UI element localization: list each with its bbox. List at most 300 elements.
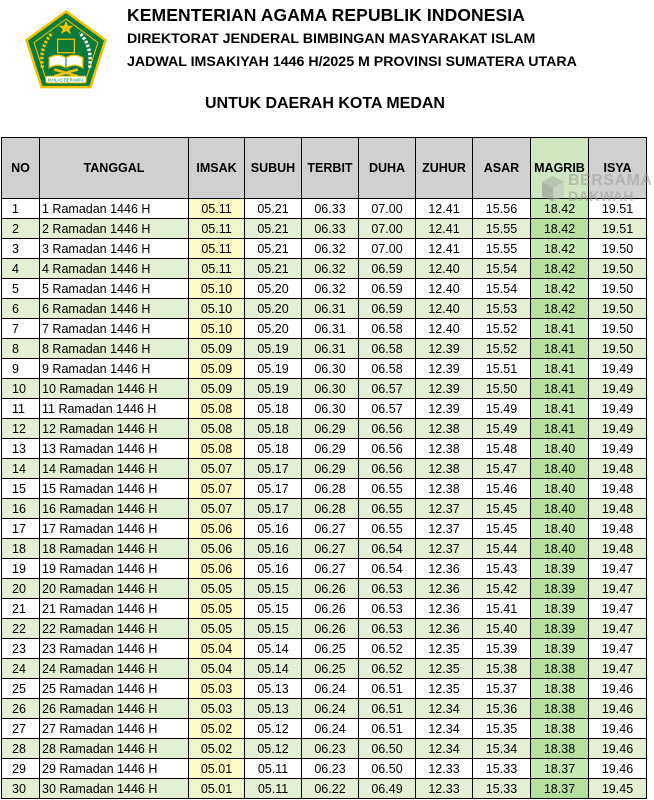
cell-tanggal: 19 Ramadan 1446 H (40, 559, 189, 579)
imsakiyah-table (1, 137, 647, 799)
table-row (2, 319, 647, 339)
cell-no: 2 (2, 219, 40, 239)
cell-isya: 19.47 (589, 579, 647, 599)
cell-subuh: 05.18 (245, 399, 302, 419)
cell-imsak: 05.10 (189, 319, 245, 339)
cell-magrib: 18.40 (531, 459, 589, 479)
cell-isya: 19.48 (589, 479, 647, 499)
cell-magrib: 18.39 (531, 599, 589, 619)
cell-zuhur: 12.39 (416, 399, 473, 419)
table-row (2, 559, 647, 579)
table-row (2, 699, 647, 719)
cell-tanggal: 4 Ramadan 1446 H (40, 259, 189, 279)
cell-no: 1 (2, 199, 40, 219)
cell-asar: 15.33 (473, 759, 531, 779)
ministry-title: KEMENTERIAN AGAMA REPUBLIK INDONESIA (127, 5, 526, 25)
table-row (2, 599, 647, 619)
cell-terbit: 06.26 (302, 579, 359, 599)
cell-asar: 15.40 (473, 619, 531, 639)
cell-terbit: 06.26 (302, 599, 359, 619)
cell-subuh: 05.16 (245, 539, 302, 559)
cell-subuh: 05.21 (245, 239, 302, 259)
cell-duha: 06.50 (359, 759, 416, 779)
cell-tanggal: 9 Ramadan 1446 H (40, 359, 189, 379)
table-row (2, 519, 647, 539)
cell-no: 16 (2, 499, 40, 519)
cell-duha: 06.54 (359, 559, 416, 579)
cell-terbit: 06.32 (302, 259, 359, 279)
cell-terbit: 06.29 (302, 439, 359, 459)
cell-no: 22 (2, 619, 40, 639)
col-header-no: NO (2, 138, 40, 199)
table-row (2, 219, 647, 239)
cell-asar: 15.36 (473, 699, 531, 719)
cell-no: 18 (2, 539, 40, 559)
cell-duha: 06.59 (359, 259, 416, 279)
cell-terbit: 06.31 (302, 319, 359, 339)
col-header-duha: DUHA (359, 138, 416, 199)
cell-tanggal: 17 Ramadan 1446 H (40, 519, 189, 539)
cell-magrib: 18.41 (531, 359, 589, 379)
cell-magrib: 18.40 (531, 499, 589, 519)
cell-imsak: 05.08 (189, 399, 245, 419)
cell-no: 14 (2, 459, 40, 479)
cell-terbit: 06.23 (302, 739, 359, 759)
cell-imsak: 05.02 (189, 719, 245, 739)
cell-terbit: 06.24 (302, 719, 359, 739)
cell-terbit: 06.27 (302, 559, 359, 579)
cell-asar: 15.38 (473, 659, 531, 679)
cell-magrib: 18.39 (531, 619, 589, 639)
cell-tanggal: 30 Ramadan 1446 H (40, 779, 189, 799)
cell-tanggal: 5 Ramadan 1446 H (40, 279, 189, 299)
cell-no: 9 (2, 359, 40, 379)
cell-imsak: 05.07 (189, 479, 245, 499)
cell-terbit: 06.31 (302, 299, 359, 319)
cell-imsak: 05.07 (189, 499, 245, 519)
cell-no: 10 (2, 379, 40, 399)
cell-zuhur: 12.35 (416, 679, 473, 699)
cell-asar: 15.46 (473, 479, 531, 499)
cell-tanggal: 29 Ramadan 1446 H (40, 759, 189, 779)
cell-tanggal: 22 Ramadan 1446 H (40, 619, 189, 639)
cell-duha: 06.56 (359, 459, 416, 479)
cell-isya: 19.48 (589, 499, 647, 519)
table-header-row (2, 138, 647, 199)
table-row (2, 679, 647, 699)
cell-no: 4 (2, 259, 40, 279)
cell-imsak: 05.10 (189, 279, 245, 299)
cell-no: 7 (2, 319, 40, 339)
cell-isya: 19.50 (589, 319, 647, 339)
cell-no: 24 (2, 659, 40, 679)
cell-duha: 06.59 (359, 279, 416, 299)
cell-duha: 06.56 (359, 439, 416, 459)
cell-magrib: 18.40 (531, 519, 589, 539)
cell-isya: 19.47 (589, 599, 647, 619)
table-row (2, 539, 647, 559)
cell-subuh: 05.17 (245, 499, 302, 519)
cell-imsak: 05.04 (189, 639, 245, 659)
cell-tanggal: 13 Ramadan 1446 H (40, 439, 189, 459)
cell-terbit: 06.29 (302, 419, 359, 439)
cell-tanggal: 18 Ramadan 1446 H (40, 539, 189, 559)
cell-zuhur: 12.40 (416, 319, 473, 339)
cell-isya: 19.47 (589, 659, 647, 679)
cell-subuh: 05.13 (245, 679, 302, 699)
cell-duha: 06.55 (359, 479, 416, 499)
cell-subuh: 05.15 (245, 579, 302, 599)
cell-isya: 19.46 (589, 739, 647, 759)
cell-imsak: 05.08 (189, 439, 245, 459)
table-row (2, 639, 647, 659)
cell-tanggal: 15 Ramadan 1446 H (40, 479, 189, 499)
cell-magrib: 18.41 (531, 379, 589, 399)
cell-subuh: 05.21 (245, 199, 302, 219)
cell-duha: 06.58 (359, 359, 416, 379)
cell-isya: 19.49 (589, 419, 647, 439)
cell-asar: 15.44 (473, 539, 531, 559)
cell-terbit: 06.28 (302, 499, 359, 519)
cell-subuh: 05.19 (245, 379, 302, 399)
cell-asar: 15.47 (473, 459, 531, 479)
cell-terbit: 06.25 (302, 639, 359, 659)
cell-tanggal: 12 Ramadan 1446 H (40, 419, 189, 439)
cell-tanggal: 6 Ramadan 1446 H (40, 299, 189, 319)
cell-asar: 15.55 (473, 239, 531, 259)
cell-imsak: 05.11 (189, 199, 245, 219)
cell-duha: 07.00 (359, 199, 416, 219)
cell-zuhur: 12.38 (416, 479, 473, 499)
cell-subuh: 05.13 (245, 699, 302, 719)
cell-magrib: 18.40 (531, 479, 589, 499)
cell-subuh: 05.14 (245, 659, 302, 679)
col-header-terbit: TERBIT (302, 138, 359, 199)
cell-imsak: 05.11 (189, 259, 245, 279)
cell-asar: 15.56 (473, 199, 531, 219)
cell-imsak: 05.05 (189, 619, 245, 639)
cell-no: 29 (2, 759, 40, 779)
cell-asar: 15.54 (473, 259, 531, 279)
cell-imsak: 05.03 (189, 679, 245, 699)
cell-imsak: 05.01 (189, 779, 245, 799)
cell-zuhur: 12.38 (416, 459, 473, 479)
cell-tanggal: 25 Ramadan 1446 H (40, 679, 189, 699)
cell-isya: 19.48 (589, 519, 647, 539)
cell-duha: 06.52 (359, 659, 416, 679)
cell-imsak: 05.09 (189, 339, 245, 359)
cell-asar: 15.41 (473, 599, 531, 619)
cell-duha: 06.57 (359, 379, 416, 399)
cell-tanggal: 10 Ramadan 1446 H (40, 379, 189, 399)
cell-magrib: 18.42 (531, 239, 589, 259)
cell-tanggal: 11 Ramadan 1446 H (40, 399, 189, 419)
cell-asar: 15.52 (473, 339, 531, 359)
cell-magrib: 18.42 (531, 219, 589, 239)
cell-tanggal: 16 Ramadan 1446 H (40, 499, 189, 519)
cell-zuhur: 12.40 (416, 299, 473, 319)
cell-asar: 15.48 (473, 439, 531, 459)
cell-terbit: 06.30 (302, 379, 359, 399)
cell-magrib: 18.40 (531, 539, 589, 559)
cell-terbit: 06.24 (302, 699, 359, 719)
cell-duha: 06.55 (359, 499, 416, 519)
cell-no: 5 (2, 279, 40, 299)
table-row (2, 579, 647, 599)
cell-duha: 06.53 (359, 579, 416, 599)
cell-subuh: 05.20 (245, 279, 302, 299)
cell-no: 27 (2, 719, 40, 739)
cell-terbit: 06.25 (302, 659, 359, 679)
cell-asar: 15.45 (473, 499, 531, 519)
cell-imsak: 05.04 (189, 659, 245, 679)
table-row (2, 359, 647, 379)
cell-terbit: 06.30 (302, 359, 359, 379)
cell-no: 3 (2, 239, 40, 259)
cell-zuhur: 12.37 (416, 519, 473, 539)
cell-subuh: 05.17 (245, 479, 302, 499)
cell-subuh: 05.20 (245, 299, 302, 319)
cell-subuh: 05.14 (245, 639, 302, 659)
cell-subuh: 05.15 (245, 619, 302, 639)
cell-zuhur: 12.34 (416, 699, 473, 719)
cell-imsak: 05.11 (189, 219, 245, 239)
cell-terbit: 06.28 (302, 479, 359, 499)
cell-no: 17 (2, 519, 40, 539)
cell-asar: 15.42 (473, 579, 531, 599)
col-header-zuhur: ZUHUR (416, 138, 473, 199)
cell-imsak: 05.11 (189, 239, 245, 259)
cell-terbit: 06.31 (302, 339, 359, 359)
cell-isya: 19.47 (589, 639, 647, 659)
cell-asar: 15.53 (473, 299, 531, 319)
cell-isya: 19.49 (589, 379, 647, 399)
cell-tanggal: 14 Ramadan 1446 H (40, 459, 189, 479)
cell-magrib: 18.38 (531, 699, 589, 719)
cell-zuhur: 12.35 (416, 639, 473, 659)
col-header-magrib: MAGRIB (531, 138, 589, 199)
cell-asar: 15.43 (473, 559, 531, 579)
cell-duha: 06.49 (359, 779, 416, 799)
directorate-title: DIREKTORAT JENDERAL BIMBINGAN MASYARAKAT ISLAM (127, 31, 536, 47)
cell-asar: 15.51 (473, 359, 531, 379)
cell-magrib: 18.38 (531, 719, 589, 739)
cell-asar: 15.34 (473, 739, 531, 759)
cell-zuhur: 12.41 (416, 239, 473, 259)
cell-terbit: 06.33 (302, 219, 359, 239)
cell-subuh: 05.21 (245, 259, 302, 279)
cell-subuh: 05.19 (245, 359, 302, 379)
cell-terbit: 06.26 (302, 619, 359, 639)
cell-magrib: 18.41 (531, 419, 589, 439)
cell-no: 11 (2, 399, 40, 419)
cell-subuh: 05.16 (245, 519, 302, 539)
cell-magrib: 18.42 (531, 259, 589, 279)
cell-duha: 06.50 (359, 739, 416, 759)
cell-zuhur: 12.40 (416, 279, 473, 299)
table-row (2, 399, 647, 419)
cell-zuhur: 12.33 (416, 759, 473, 779)
cell-zuhur: 12.36 (416, 559, 473, 579)
cell-subuh: 05.21 (245, 219, 302, 239)
cell-isya: 19.46 (589, 759, 647, 779)
cell-tanggal: 21 Ramadan 1446 H (40, 599, 189, 619)
cell-magrib: 18.41 (531, 399, 589, 419)
table-row (2, 299, 647, 319)
cell-terbit: 06.24 (302, 679, 359, 699)
cell-terbit: 06.23 (302, 759, 359, 779)
cell-terbit: 06.22 (302, 779, 359, 799)
cell-isya: 19.45 (589, 779, 647, 799)
cell-no: 8 (2, 339, 40, 359)
col-header-tanggal: TANGGAL (40, 138, 189, 199)
watermark-line1: BERSAMA (568, 172, 653, 189)
cell-imsak: 05.02 (189, 739, 245, 759)
cell-zuhur: 12.34 (416, 719, 473, 739)
cell-terbit: 06.32 (302, 279, 359, 299)
cell-subuh: 05.17 (245, 459, 302, 479)
cell-duha: 06.53 (359, 619, 416, 639)
table-row (2, 479, 647, 499)
cell-imsak: 05.10 (189, 299, 245, 319)
table-row (2, 759, 647, 779)
cell-duha: 06.54 (359, 539, 416, 559)
cell-subuh: 05.11 (245, 779, 302, 799)
cell-asar: 15.35 (473, 719, 531, 739)
cell-no: 26 (2, 699, 40, 719)
cell-duha: 07.00 (359, 239, 416, 259)
cell-subuh: 05.18 (245, 439, 302, 459)
table-row (2, 619, 647, 639)
col-header-subuh: SUBUH (245, 138, 302, 199)
cell-magrib: 18.42 (531, 299, 589, 319)
cell-isya: 19.48 (589, 539, 647, 559)
cell-magrib: 18.39 (531, 639, 589, 659)
cell-subuh: 05.20 (245, 319, 302, 339)
cell-no: 20 (2, 579, 40, 599)
cell-zuhur: 12.41 (416, 219, 473, 239)
cell-no: 13 (2, 439, 40, 459)
schedule-title: JADWAL IMSAKIYAH 1446 H/2025 M PROVINSI SUMATERA UTARA (127, 54, 577, 70)
col-header-asar: ASAR (473, 138, 531, 199)
cell-asar: 15.55 (473, 219, 531, 239)
cell-no: 15 (2, 479, 40, 499)
cell-imsak: 05.08 (189, 419, 245, 439)
cell-tanggal: 8 Ramadan 1446 H (40, 339, 189, 359)
cell-subuh: 05.18 (245, 419, 302, 439)
cell-duha: 06.51 (359, 679, 416, 699)
cell-zuhur: 12.38 (416, 419, 473, 439)
cell-isya: 19.50 (589, 299, 647, 319)
cell-isya: 19.51 (589, 219, 647, 239)
cell-magrib: 18.37 (531, 779, 589, 799)
kemenag-logo-icon (24, 9, 108, 93)
cell-isya: 19.49 (589, 439, 647, 459)
cell-isya: 19.51 (589, 199, 647, 219)
cell-duha: 06.58 (359, 319, 416, 339)
cell-tanggal: 24 Ramadan 1446 H (40, 659, 189, 679)
cell-terbit: 06.27 (302, 519, 359, 539)
cell-imsak: 05.06 (189, 539, 245, 559)
cell-terbit: 06.27 (302, 539, 359, 559)
cell-magrib: 18.42 (531, 199, 589, 219)
cell-magrib: 18.38 (531, 659, 589, 679)
cell-duha: 06.52 (359, 639, 416, 659)
cell-terbit: 06.32 (302, 239, 359, 259)
table-row (2, 459, 647, 479)
cell-imsak: 05.06 (189, 559, 245, 579)
table-row (2, 419, 647, 439)
cell-terbit: 06.30 (302, 399, 359, 419)
cell-asar: 15.49 (473, 419, 531, 439)
cell-asar: 15.49 (473, 399, 531, 419)
cell-isya: 19.50 (589, 259, 647, 279)
cell-magrib: 18.38 (531, 739, 589, 759)
cell-zuhur: 12.41 (416, 199, 473, 219)
cell-no: 28 (2, 739, 40, 759)
cell-isya: 19.47 (589, 619, 647, 639)
cell-isya: 19.49 (589, 399, 647, 419)
table-row (2, 499, 647, 519)
cell-zuhur: 12.36 (416, 619, 473, 639)
cell-isya: 19.50 (589, 239, 647, 259)
cell-zuhur: 12.39 (416, 359, 473, 379)
cell-zuhur: 12.36 (416, 599, 473, 619)
cell-tanggal: 28 Ramadan 1446 H (40, 739, 189, 759)
cell-tanggal: 1 Ramadan 1446 H (40, 199, 189, 219)
table-row (2, 779, 647, 799)
cell-imsak: 05.05 (189, 599, 245, 619)
table-row (2, 199, 647, 219)
cell-duha: 06.57 (359, 399, 416, 419)
region-title: UNTUK DAERAH KOTA MEDAN (205, 95, 445, 112)
cell-tanggal: 2 Ramadan 1446 H (40, 219, 189, 239)
cell-duha: 06.51 (359, 719, 416, 739)
cell-zuhur: 12.37 (416, 539, 473, 559)
cell-zuhur: 12.33 (416, 779, 473, 799)
svg-text:IKHLAS BERAMAL: IKHLAS BERAMAL (47, 77, 85, 83)
cell-isya: 19.46 (589, 699, 647, 719)
cell-duha: 06.53 (359, 599, 416, 619)
table-body (2, 199, 647, 799)
cell-tanggal: 27 Ramadan 1446 H (40, 719, 189, 739)
cell-magrib: 18.41 (531, 319, 589, 339)
cell-duha: 06.55 (359, 519, 416, 539)
cell-magrib: 18.39 (531, 579, 589, 599)
table-row (2, 719, 647, 739)
table-row (2, 379, 647, 399)
cell-tanggal: 26 Ramadan 1446 H (40, 699, 189, 719)
table-row (2, 439, 647, 459)
cell-imsak: 05.09 (189, 379, 245, 399)
cell-magrib: 18.38 (531, 679, 589, 699)
cell-no: 30 (2, 779, 40, 799)
document-header (0, 0, 654, 136)
cell-duha: 07.00 (359, 219, 416, 239)
cell-asar: 15.50 (473, 379, 531, 399)
cell-zuhur: 12.37 (416, 499, 473, 519)
cell-imsak: 05.07 (189, 459, 245, 479)
cell-isya: 19.46 (589, 719, 647, 739)
cell-zuhur: 12.34 (416, 739, 473, 759)
col-header-isya: ISYA (589, 138, 647, 199)
cell-imsak: 05.03 (189, 699, 245, 719)
cell-asar: 15.37 (473, 679, 531, 699)
table-row (2, 659, 647, 679)
cell-magrib: 18.39 (531, 559, 589, 579)
cell-terbit: 06.33 (302, 199, 359, 219)
cell-subuh: 05.19 (245, 339, 302, 359)
